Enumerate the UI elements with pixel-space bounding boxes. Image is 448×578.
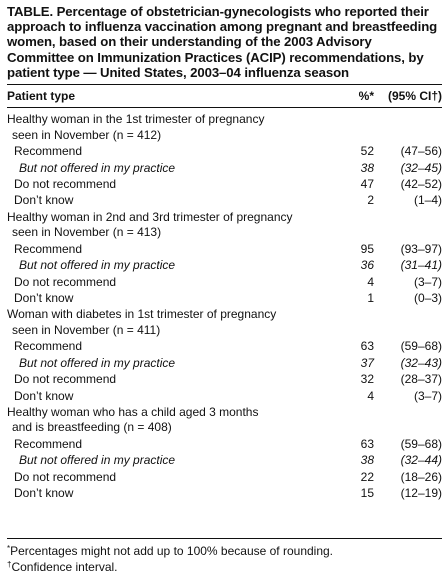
row-label: But not offered in my practice <box>19 258 176 273</box>
row-percent: 32 <box>360 372 374 387</box>
row-percent: 47 <box>360 176 374 191</box>
row-ci: (93–97) <box>400 241 442 256</box>
table-row <box>7 371 442 387</box>
group-title-line2: seen in November (n = 412) <box>12 127 162 142</box>
table-title: TABLE. Percentage of obstetrician-gynecologists who reported their approach to influenza vaccination among pregnant and breastfeeding women, based on their understanding of the 2003 Advisory Committee on Immunization Practices (ACIP) recommendations, by patient type — United States, 2003–04 influenza season <box>7 4 442 85</box>
row-percent: 4 <box>367 388 374 403</box>
row-percent: 95 <box>360 241 374 256</box>
patient-group <box>7 111 442 209</box>
row-label: Do not recommend <box>14 176 117 191</box>
group-title <box>7 209 442 241</box>
group-title-line1: Healthy woman who has a child aged 3 months <box>7 404 259 419</box>
row-ci: (1–4) <box>413 193 442 208</box>
group-title <box>7 306 442 338</box>
header-percent: %* <box>358 89 374 104</box>
group-title-line1: Healthy woman in the 1st trimester of pregnancy <box>7 112 265 127</box>
patient-group <box>7 209 442 307</box>
row-ci: (3–7) <box>413 388 442 403</box>
row-ci: (59–68) <box>400 339 442 354</box>
row-percent: 38 <box>360 453 374 468</box>
row-label: Don’t know <box>14 486 74 501</box>
footnote-text: Confidence interval. <box>11 560 118 574</box>
row-percent: 15 <box>360 486 374 501</box>
row-ci: (31–41) <box>400 258 442 273</box>
header-confidence-interval: (95% CI†) <box>387 89 442 104</box>
row-ci: (3–7) <box>413 274 442 289</box>
row-label: But not offered in my practice <box>19 355 176 370</box>
footnote-text: Percentages might not add up to 100% because of rounding. <box>10 544 334 558</box>
table-footnotes <box>7 538 442 574</box>
table-row <box>7 176 442 192</box>
row-percent: 52 <box>360 144 374 159</box>
row-ci: (12–19) <box>400 486 442 501</box>
row-ci: (28–37) <box>400 372 442 387</box>
row-percent: 37 <box>360 355 374 370</box>
group-title <box>7 111 442 143</box>
footnote-rounding <box>7 542 442 558</box>
row-percent: 22 <box>360 469 374 484</box>
row-label: Don’t know <box>14 193 74 208</box>
table-row <box>7 355 442 371</box>
row-percent: 36 <box>360 258 374 273</box>
row-label: Do not recommend <box>14 469 117 484</box>
footnote-mark-dagger: † <box>7 560 12 569</box>
row-label: Recommend <box>14 241 83 256</box>
header-patient-type: Patient type <box>7 89 76 104</box>
row-ci: (32–45) <box>400 160 442 175</box>
row-label: Recommend <box>14 339 83 354</box>
group-title-line1: Healthy woman in 2nd and 3rd trimester of pregnancy <box>7 209 293 224</box>
table-row <box>7 436 442 452</box>
row-label: Don’t know <box>14 290 74 305</box>
group-title-line1: Woman with diabetes in 1st trimester of pregnancy <box>7 307 277 322</box>
group-title <box>7 404 442 436</box>
row-label: But not offered in my practice <box>19 453 176 468</box>
row-label: Do not recommend <box>14 372 117 387</box>
table-row <box>7 159 442 175</box>
row-percent: 38 <box>360 160 374 175</box>
row-percent: 63 <box>360 436 374 451</box>
row-percent: 63 <box>360 339 374 354</box>
table-body <box>7 108 442 501</box>
table-page <box>0 4 448 578</box>
table-row <box>7 192 442 208</box>
row-ci: (32–44) <box>400 453 442 468</box>
row-percent: 2 <box>367 193 374 208</box>
table-row <box>7 257 442 273</box>
table-row <box>7 387 442 403</box>
table-row <box>7 273 442 289</box>
table-row <box>7 290 442 306</box>
table-row <box>7 338 442 354</box>
table-row <box>7 485 442 501</box>
table-header <box>7 85 442 108</box>
row-ci: (18–26) <box>400 469 442 484</box>
footnote-mark-asterisk: * <box>7 544 11 553</box>
patient-group <box>7 306 442 404</box>
row-label: Do not recommend <box>14 274 117 289</box>
table-row <box>7 241 442 257</box>
table-row <box>7 452 442 468</box>
footnote-confidence-interval <box>7 558 442 574</box>
group-title-line2: seen in November (n = 413) <box>12 225 162 240</box>
table-row <box>7 468 442 484</box>
row-ci: (47–56) <box>400 144 442 159</box>
row-ci: (32–43) <box>400 355 442 370</box>
group-title-line2: and is breastfeeding (n = 408) <box>12 420 172 435</box>
row-percent: 1 <box>367 290 374 305</box>
row-ci: (0–3) <box>413 290 442 305</box>
row-percent: 4 <box>367 274 374 289</box>
row-ci: (42–52) <box>400 176 442 191</box>
group-title-line2: seen in November (n = 411) <box>12 322 161 337</box>
row-label: But not offered in my practice <box>19 160 176 175</box>
table-row <box>7 143 442 159</box>
row-label: Don’t know <box>14 388 74 403</box>
row-label: Recommend <box>14 436 83 451</box>
patient-group <box>7 404 442 502</box>
row-label: Recommend <box>14 144 83 159</box>
row-ci: (59–68) <box>400 436 442 451</box>
